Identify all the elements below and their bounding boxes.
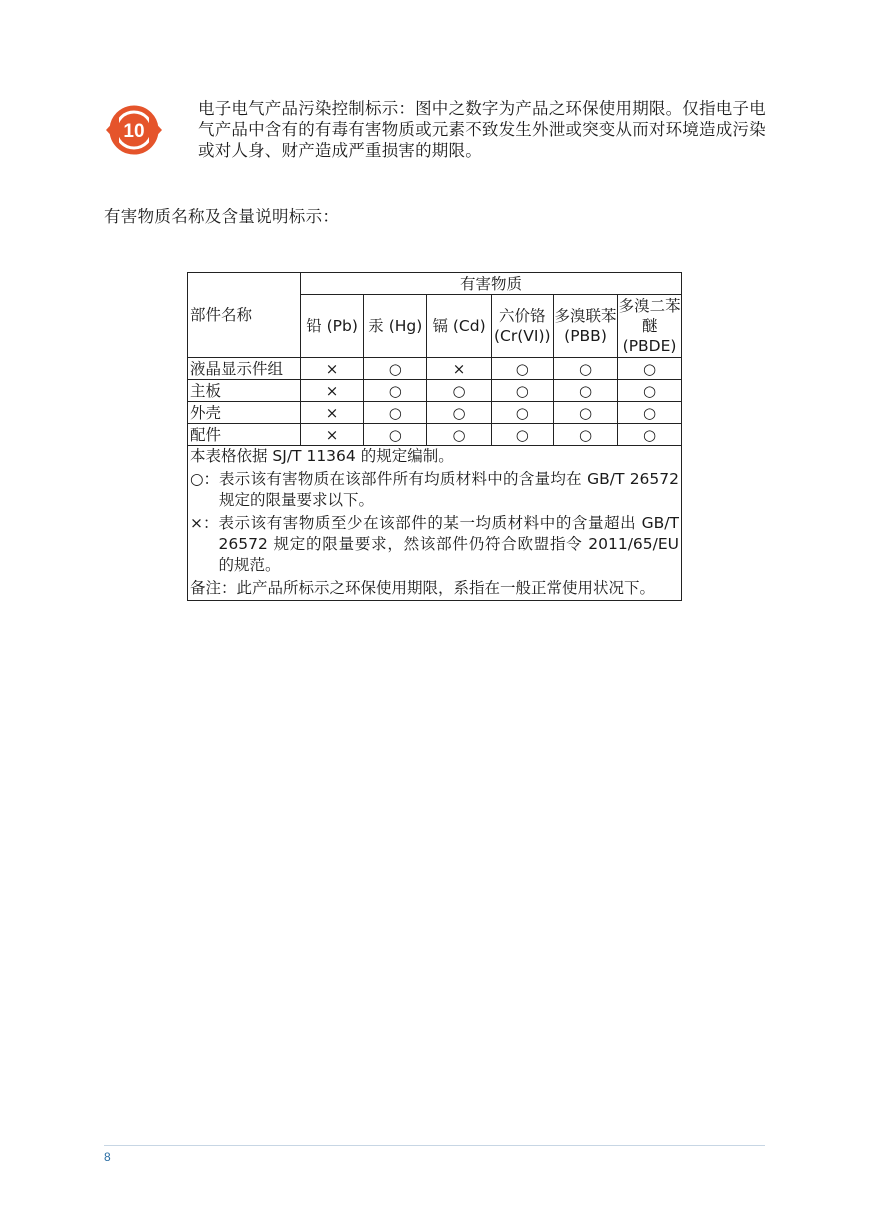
cross-note-text: 表示该有害物质至少在该部件的某一均质材料中的含量超出 GB/T 26572 规定的限量要求，然该部件仍符合欧盟指令 2011/65/EU 的规范。 [218,514,679,574]
remark-text: 此产品所标示之环保使用期限，系指在一般正常使用状况下。 [236,579,656,597]
standard-note: 本表格依据 SJ/T 11364 的规定编制。 [190,447,454,465]
cell-mark: ○ [491,358,553,380]
part-name-header: 部件名称 [188,273,300,358]
environmental-protection-use-period-logo [104,104,164,156]
remark-label: 备注： [190,579,237,597]
table-row [188,380,681,402]
table-notes [188,446,681,600]
table-row [188,358,681,380]
cell-mark: ○ [427,424,491,446]
row-label: 主板 [188,380,300,402]
table-row [188,402,681,424]
logo-number: 10 [123,121,145,142]
cell-mark: ○ [491,402,553,424]
circle-symbol: ○： [190,470,220,488]
cell-mark: × [300,380,363,402]
cell-mark: ○ [427,402,491,424]
row-label: 外壳 [188,402,300,424]
circle-note [190,469,679,511]
cell-mark: ○ [364,358,427,380]
cell-mark: ○ [364,402,427,424]
column-header-pbb: 多溴联苯 (PBB) [553,295,617,358]
column-header-pbde: 多溴二苯醚 (PBDE) [618,295,681,358]
section-title: 有害物质名称及含量说明标示： [104,207,340,226]
recycle-arrows-icon [104,104,164,156]
cell-mark: ○ [618,402,681,424]
column-header-cr6: 六价铬 (Cr(VI)) [491,295,553,358]
cell-mark: ○ [553,380,617,402]
cell-mark: × [300,424,363,446]
row-label: 配件 [188,424,300,446]
cross-symbol: ×： [190,514,219,532]
cell-mark: ○ [553,402,617,424]
pollution-control-statement: 电子电气产品污染控制标示：图中之数字为产品之环保使用期限。仅指电子电气产品中含有的有毒有害物质或元素不致发生外泄或突变从而对环境造成污染或对人身、财产造成严重损害的期限。 [198,99,766,160]
table-row [188,424,681,446]
cell-mark: ○ [491,380,553,402]
hazardous-substance-table-box [187,272,682,601]
hazardous-substance-header: 有害物质 [300,273,681,295]
column-header-hg: 汞 (Hg) [364,295,427,358]
hazardous-substance-table [188,273,681,446]
cell-mark: ○ [553,358,617,380]
cell-mark: ○ [618,380,681,402]
cell-mark: ○ [364,380,427,402]
cross-note [190,513,679,576]
cell-mark: ○ [618,424,681,446]
cell-mark: ○ [364,424,427,446]
page-number: 8 [104,1150,111,1164]
remark-note [190,578,679,599]
cell-mark: × [427,358,491,380]
cell-mark: ○ [491,424,553,446]
cell-mark: × [300,402,363,424]
footer-divider [104,1145,765,1146]
column-header-pb: 铅 (Pb) [300,295,363,358]
column-header-cd: 镉 (Cd) [427,295,491,358]
row-label: 液晶显示件组 [188,358,300,380]
cell-mark: ○ [427,380,491,402]
cell-mark: ○ [618,358,681,380]
cell-mark: ○ [553,424,617,446]
circle-note-text: 表示该有害物质在该部件所有均质材料中的含量均在 GB/T 26572 规定的限量要求以下。 [219,470,679,509]
cell-mark: × [300,358,363,380]
